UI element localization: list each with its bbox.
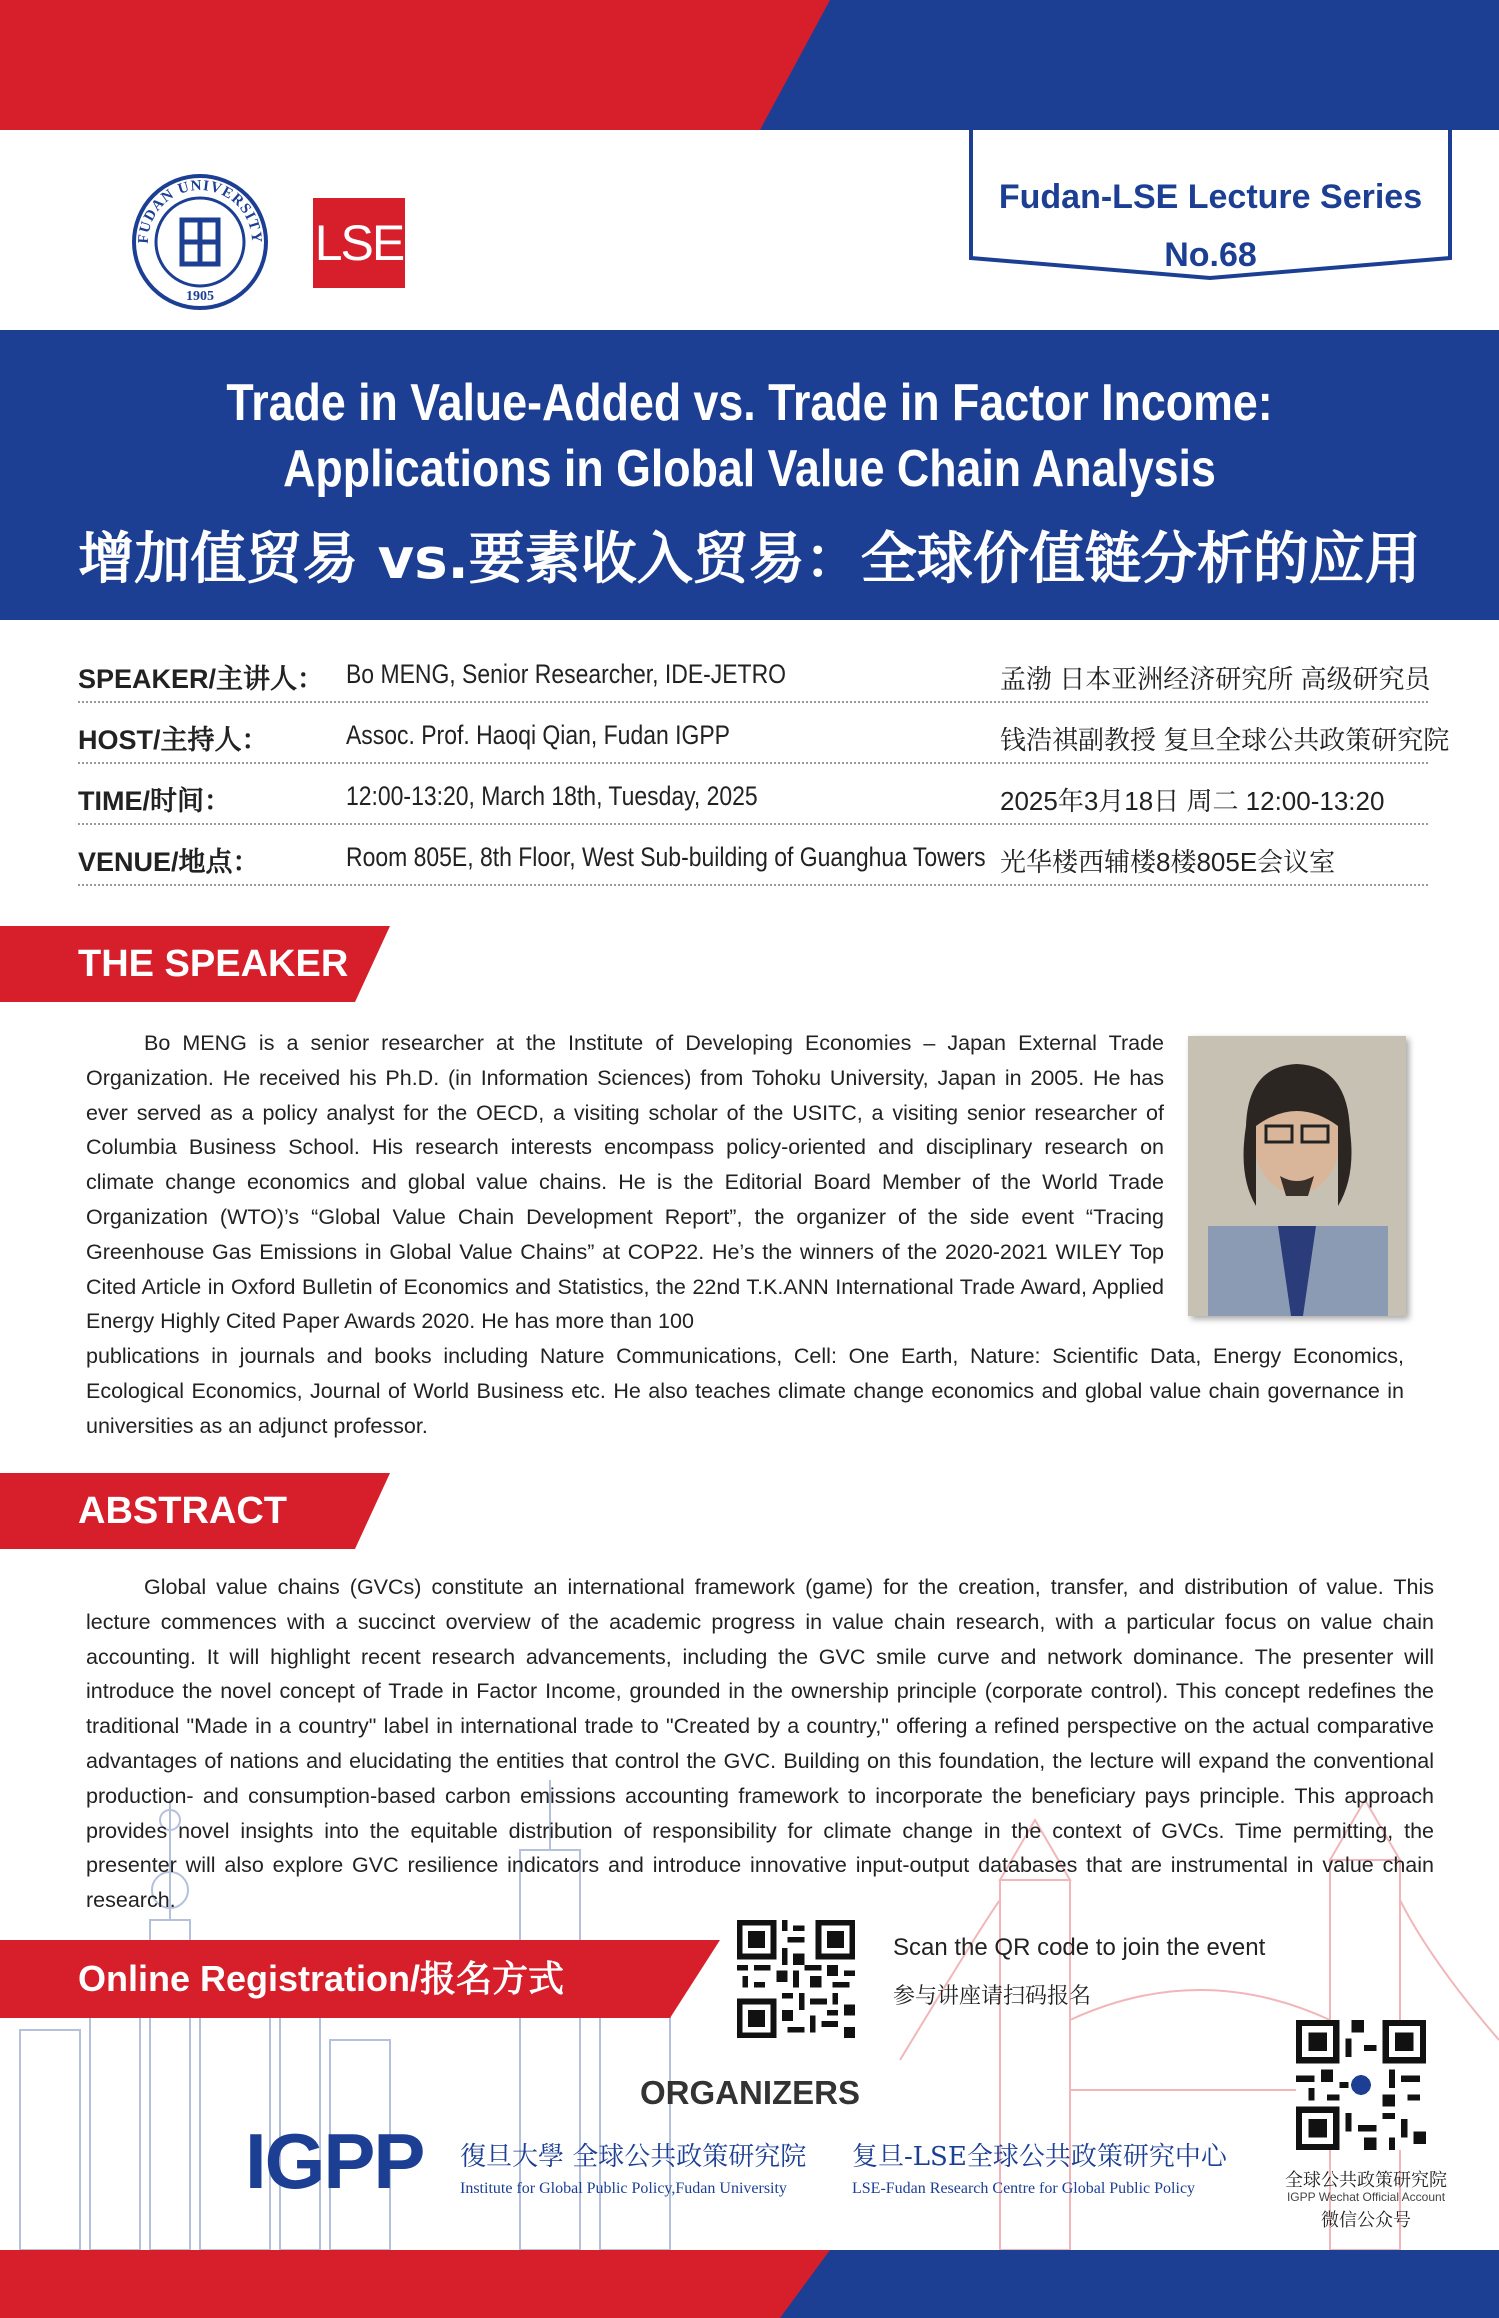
fudan-seal-year: 1905 [186,289,214,304]
wechat-account-label-cn: 微信公众号 [1321,2210,1411,2230]
wechat-account-name-en: IGPP Wechat Official Account [1286,2190,1446,2204]
series-badge-text [968,168,1453,284]
organizer1-name-en: Institute for Global Public Policy,Fudan University [460,2180,787,2197]
speaker-bio [86,1026,1404,1444]
registration-heading: Online Registration/报名方式 [78,1958,565,1999]
info-row-venue [78,826,1428,886]
bottom-banner [0,2250,1499,2318]
lecture-title-en [105,370,1394,502]
info-value-cn: 2025年3月18日 周二 12:00-13:20 [1000,786,1385,816]
info-value-en: Bo MENG, Senior Researcher, IDE-JETRO [346,659,787,689]
speaker-section-heading: THE SPEAKER [78,943,349,985]
fudan-university-logo [130,172,270,312]
speaker-bio-part1: Bo MENG is a senior researcher at the Institute of Developing Economies – Japan External Trade Organization. He received his Ph.D. (in Information Sciences) from Tohoku University, Japan in 2005. He has ever served as a policy analyst for the OECD, a visiting scholar of the USITC, a visiting senior researcher of Columbia Business School. His research interests encompass policy-oriented and disciplinary research on climate change economics and global value chains. He is the Editorial Board Member of the World Trade Organization (WTO)’s “Global Value Chain Development Report”, the organizer of the side event “Tracing Greenhouse Gas Emissions in Global Value Chains” at COP22. He’s the winners of the 2020-2021 WILEY Top Cited Article in Oxford Bulletin of Economics and Statistics, the 22nd T.K.ANN International Trade Award, Applied Energy Highly Cited Paper Awards 2020. He has more than 100 [86,1031,1164,1334]
info-row-speaker [78,643,1431,703]
top-banner [0,0,1499,130]
info-value-en: 12:00-13:20, March 18th, Tuesday, 2025 [346,781,758,811]
abstract-section-heading: ABSTRACT [78,1490,287,1532]
organizer2-name-cn: 复旦-LSE全球公共政策研究中心 [852,2142,1227,2172]
wechat-qr-code[interactable] [1296,2020,1426,2150]
info-label: SPEAKER/主讲人： [78,664,325,694]
info-value-cn: 光华楼西辅楼8楼805E会议室 [1000,847,1336,877]
scan-instruction-cn: 参与讲座请扫码报名 [893,1983,1092,2008]
wechat-account-name-cn: 全球公共政策研究院 [1285,2170,1447,2190]
info-value-en: Assoc. Prof. Haoqi Qian, Fudan IGPP [346,720,730,750]
series-number: No.68 [1164,236,1257,274]
series-name: Fudan-LSE Lecture Series [998,178,1423,216]
title-en-line2: Applications in Global Value Chain Analysis [283,440,1216,498]
lecture-title-cn: 增加值贸易 vs.要素收入贸易：全球价值链分析的应用 [78,527,1421,592]
registration-qr-code[interactable] [737,1920,855,2038]
lse-logo: LSE [313,198,405,288]
info-row-host [78,704,1450,764]
info-label: TIME/时间： [78,786,231,816]
fudan-seal-text: FUDAN UNIVERSITY [135,177,265,245]
info-row-time [78,765,1428,825]
info-value-cn: 钱浩祺副教授 复旦全球公共政策研究院 [1000,725,1450,755]
igpp-logo: IGPP [245,2117,424,2205]
abstract-text: Global value chains (GVCs) constitute an international framework (game) for the creation, transfer, and distribution of value. This lecture commences with a succinct overview of the academic progress in value chain research, with a particular focus on value chain accounting. It will highlight recent research advancements, including the GVC smile curve and network dominance. The presenter will introduce the novel concept of Trade in Factor Income, grounded in the ownership principle (corporate control). This concept redefines the traditional "Made in a country" label in international trade to "Created by a country," offering a refined perspective on the actual comparative advantages of nations and elucidating the entities that control the GVC. Building on this foundation, the lecture will expand the conventional production- and consumption-based carbon emissions accounting framework to incorporate the beneficiary pays principle. This approach provides novel insights into the equitable distribution of responsibility for climate change in the context of GVCs. Time permitting, the presenter will also explore GVC resilience indicators and introduce innovative input-output databases that are instrumental in value chain research. [86,1575,1434,1913]
info-label: HOST/主持人： [78,725,269,755]
scan-instruction-en: Scan the QR code to join the event [893,1934,1266,1961]
info-value-en: Room 805E, 8th Floor, West Sub-building of Guanghua Towers [346,842,986,872]
title-en-line1: Trade in Value-Added vs. Trade in Factor Income: [226,374,1273,432]
info-label: VENUE/地点： [78,847,260,877]
organizer1-name-cn: 復旦大學 全球公共政策研究院 [460,2142,807,2172]
organizers-heading: ORGANIZERS [640,2074,861,2111]
info-value-cn: 孟渤 日本亚洲经济研究所 高级研究员 [1000,664,1431,694]
speaker-bio-part2: publications in journals and books including Nature Communications, Cell: One Earth, Nature: Scientific Data, Energy Economics, Ecological Economics, Journal of World Business etc. He also teaches climate change economics and global value chain governance in universities as an adjunct professor. [86,1344,1404,1438]
organizer2-name-en: LSE-Fudan Research Centre for Global Public Policy [852,2180,1196,2197]
